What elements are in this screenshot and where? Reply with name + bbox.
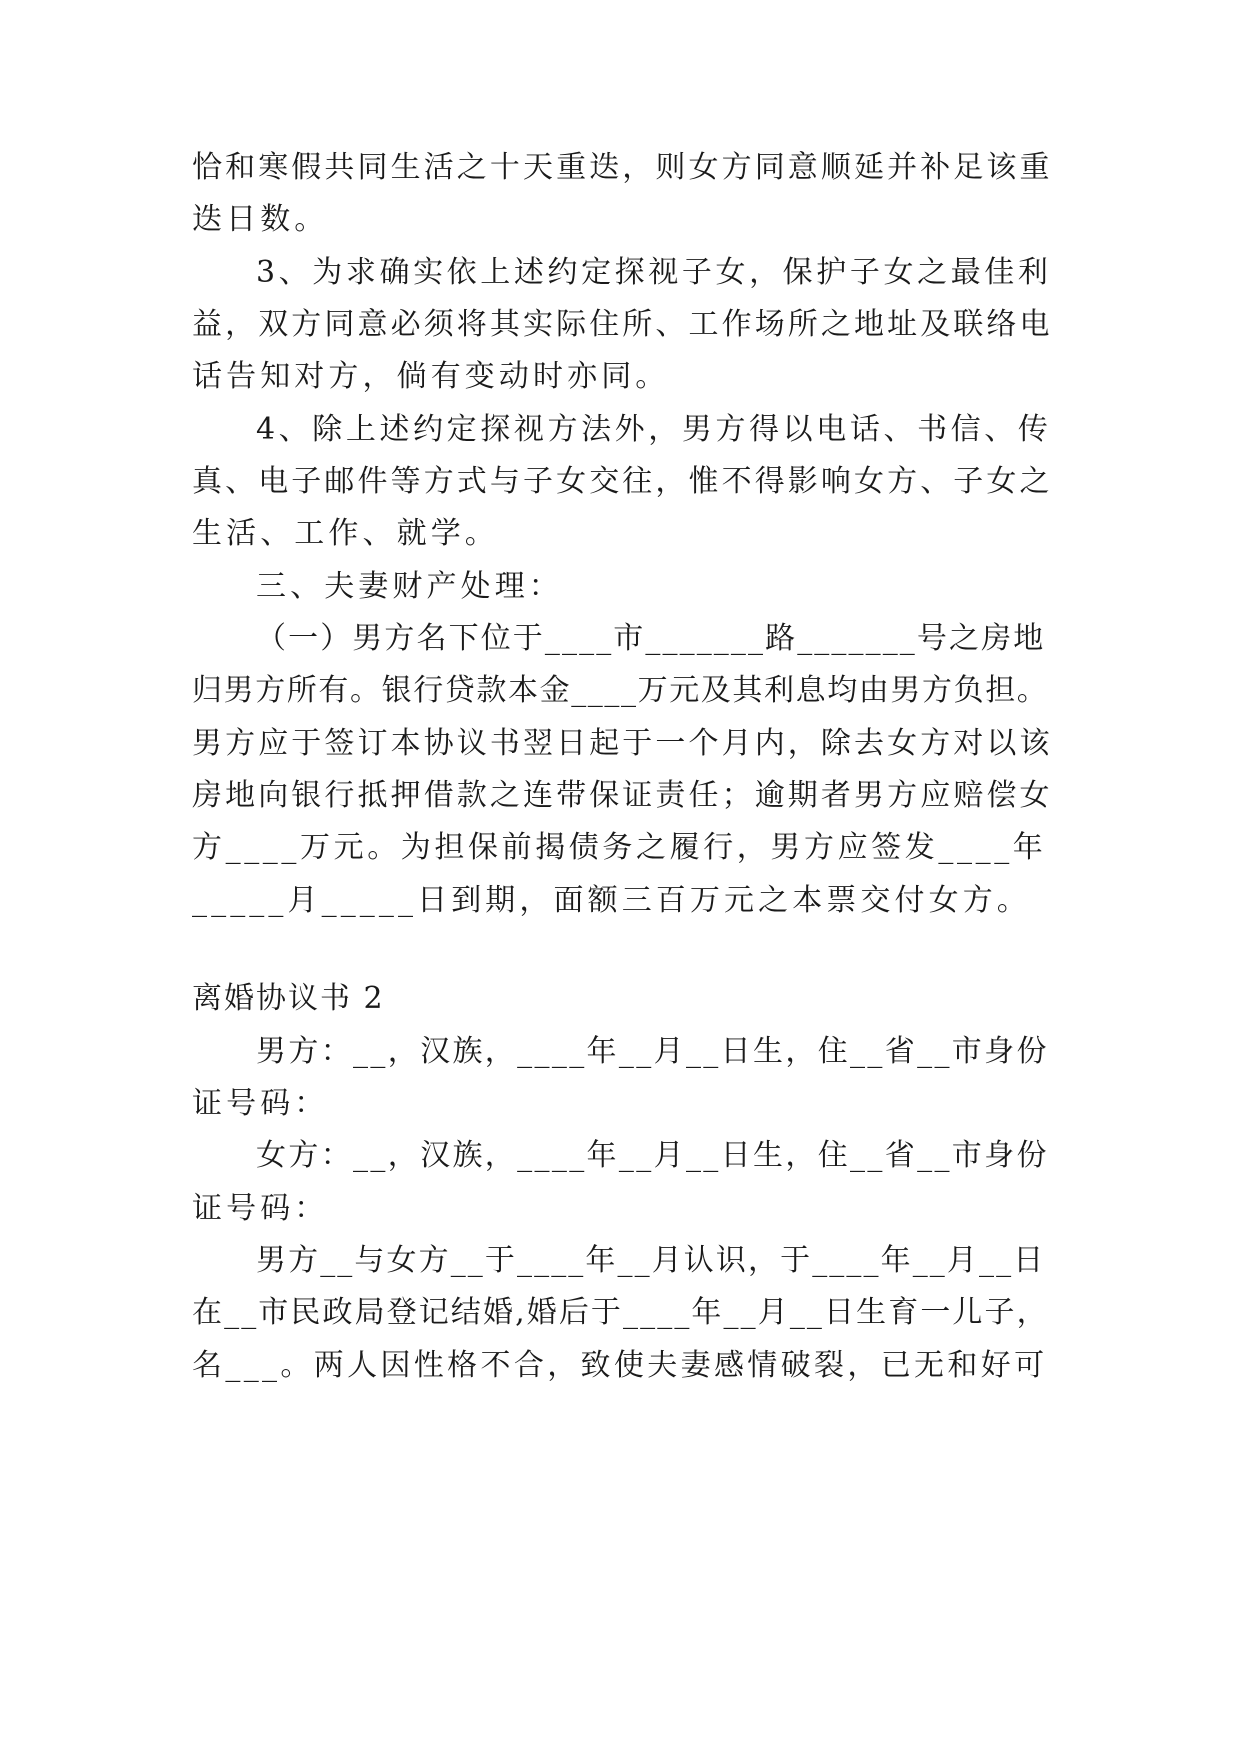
- section-heading: 三、夫妻财产处理：: [256, 569, 563, 604]
- paragraph-line: 益，双方同意必须将其实际住所、工作场所之地址及联络电: [192, 307, 1053, 342]
- paragraph-line: 归男方所有。银行贷款本金____万元及其利息均由男方负担。: [192, 673, 1049, 708]
- paragraph-line: 迭日数。: [192, 202, 329, 237]
- paragraph-line: 女方：__，汉族，____年__月__日生，住__省__市身份: [256, 1138, 1049, 1173]
- paragraph-line: 名___。两人因性格不合，致使夫妻感情破裂，已无和好可: [192, 1348, 1048, 1383]
- document-title: 离婚协议书 2: [192, 981, 385, 1016]
- paragraph-line: 真、电子邮件等方式与子女交往，惟不得影响女方、子女之: [192, 464, 1053, 499]
- paragraph-line: （一）男方名下位于____市_______路_______号之房地: [256, 621, 1046, 656]
- paragraph-line: 在__市民政局登记结婚,婚后于____年__月__日生育一儿子，: [192, 1295, 1049, 1330]
- paragraph-line: 话告知对方，倘有变动时亦同。: [192, 359, 670, 394]
- paragraph-line: 恰和寒假共同生活之十天重迭，则女方同意顺延并补足该重: [192, 150, 1053, 185]
- paragraph-line: 房地向银行抵押借款之连带保证责任；逾期者男方应赔偿女: [192, 778, 1053, 813]
- paragraph-line: 3、为求确实依上述约定探视子女，保护子女之最佳利: [256, 255, 1052, 290]
- paragraph-line: 方____万元。为担保前揭债务之履行，男方应签发____年: [192, 830, 1047, 865]
- paragraph-line: _____月_____日到期，面额三百万元之本票交付女方。: [192, 883, 1031, 918]
- paragraph-line: 证号码：: [192, 1191, 329, 1226]
- paragraph-line: 证号码：: [192, 1086, 329, 1121]
- paragraph-line: 男方__与女方__于____年__月认识，于____年__月__日: [256, 1243, 1046, 1278]
- paragraph-line: 男方：__，汉族，____年__月__日生，住__省__市身份: [256, 1034, 1049, 1069]
- paragraph-line: 生活、工作、就学。: [192, 516, 499, 551]
- paragraph-line: 男方应于签订本协议书翌日起于一个月内，除去女方对以该: [192, 726, 1053, 761]
- paragraph-line: 4、除上述约定探视方法外，男方得以电话、书信、传: [256, 412, 1052, 447]
